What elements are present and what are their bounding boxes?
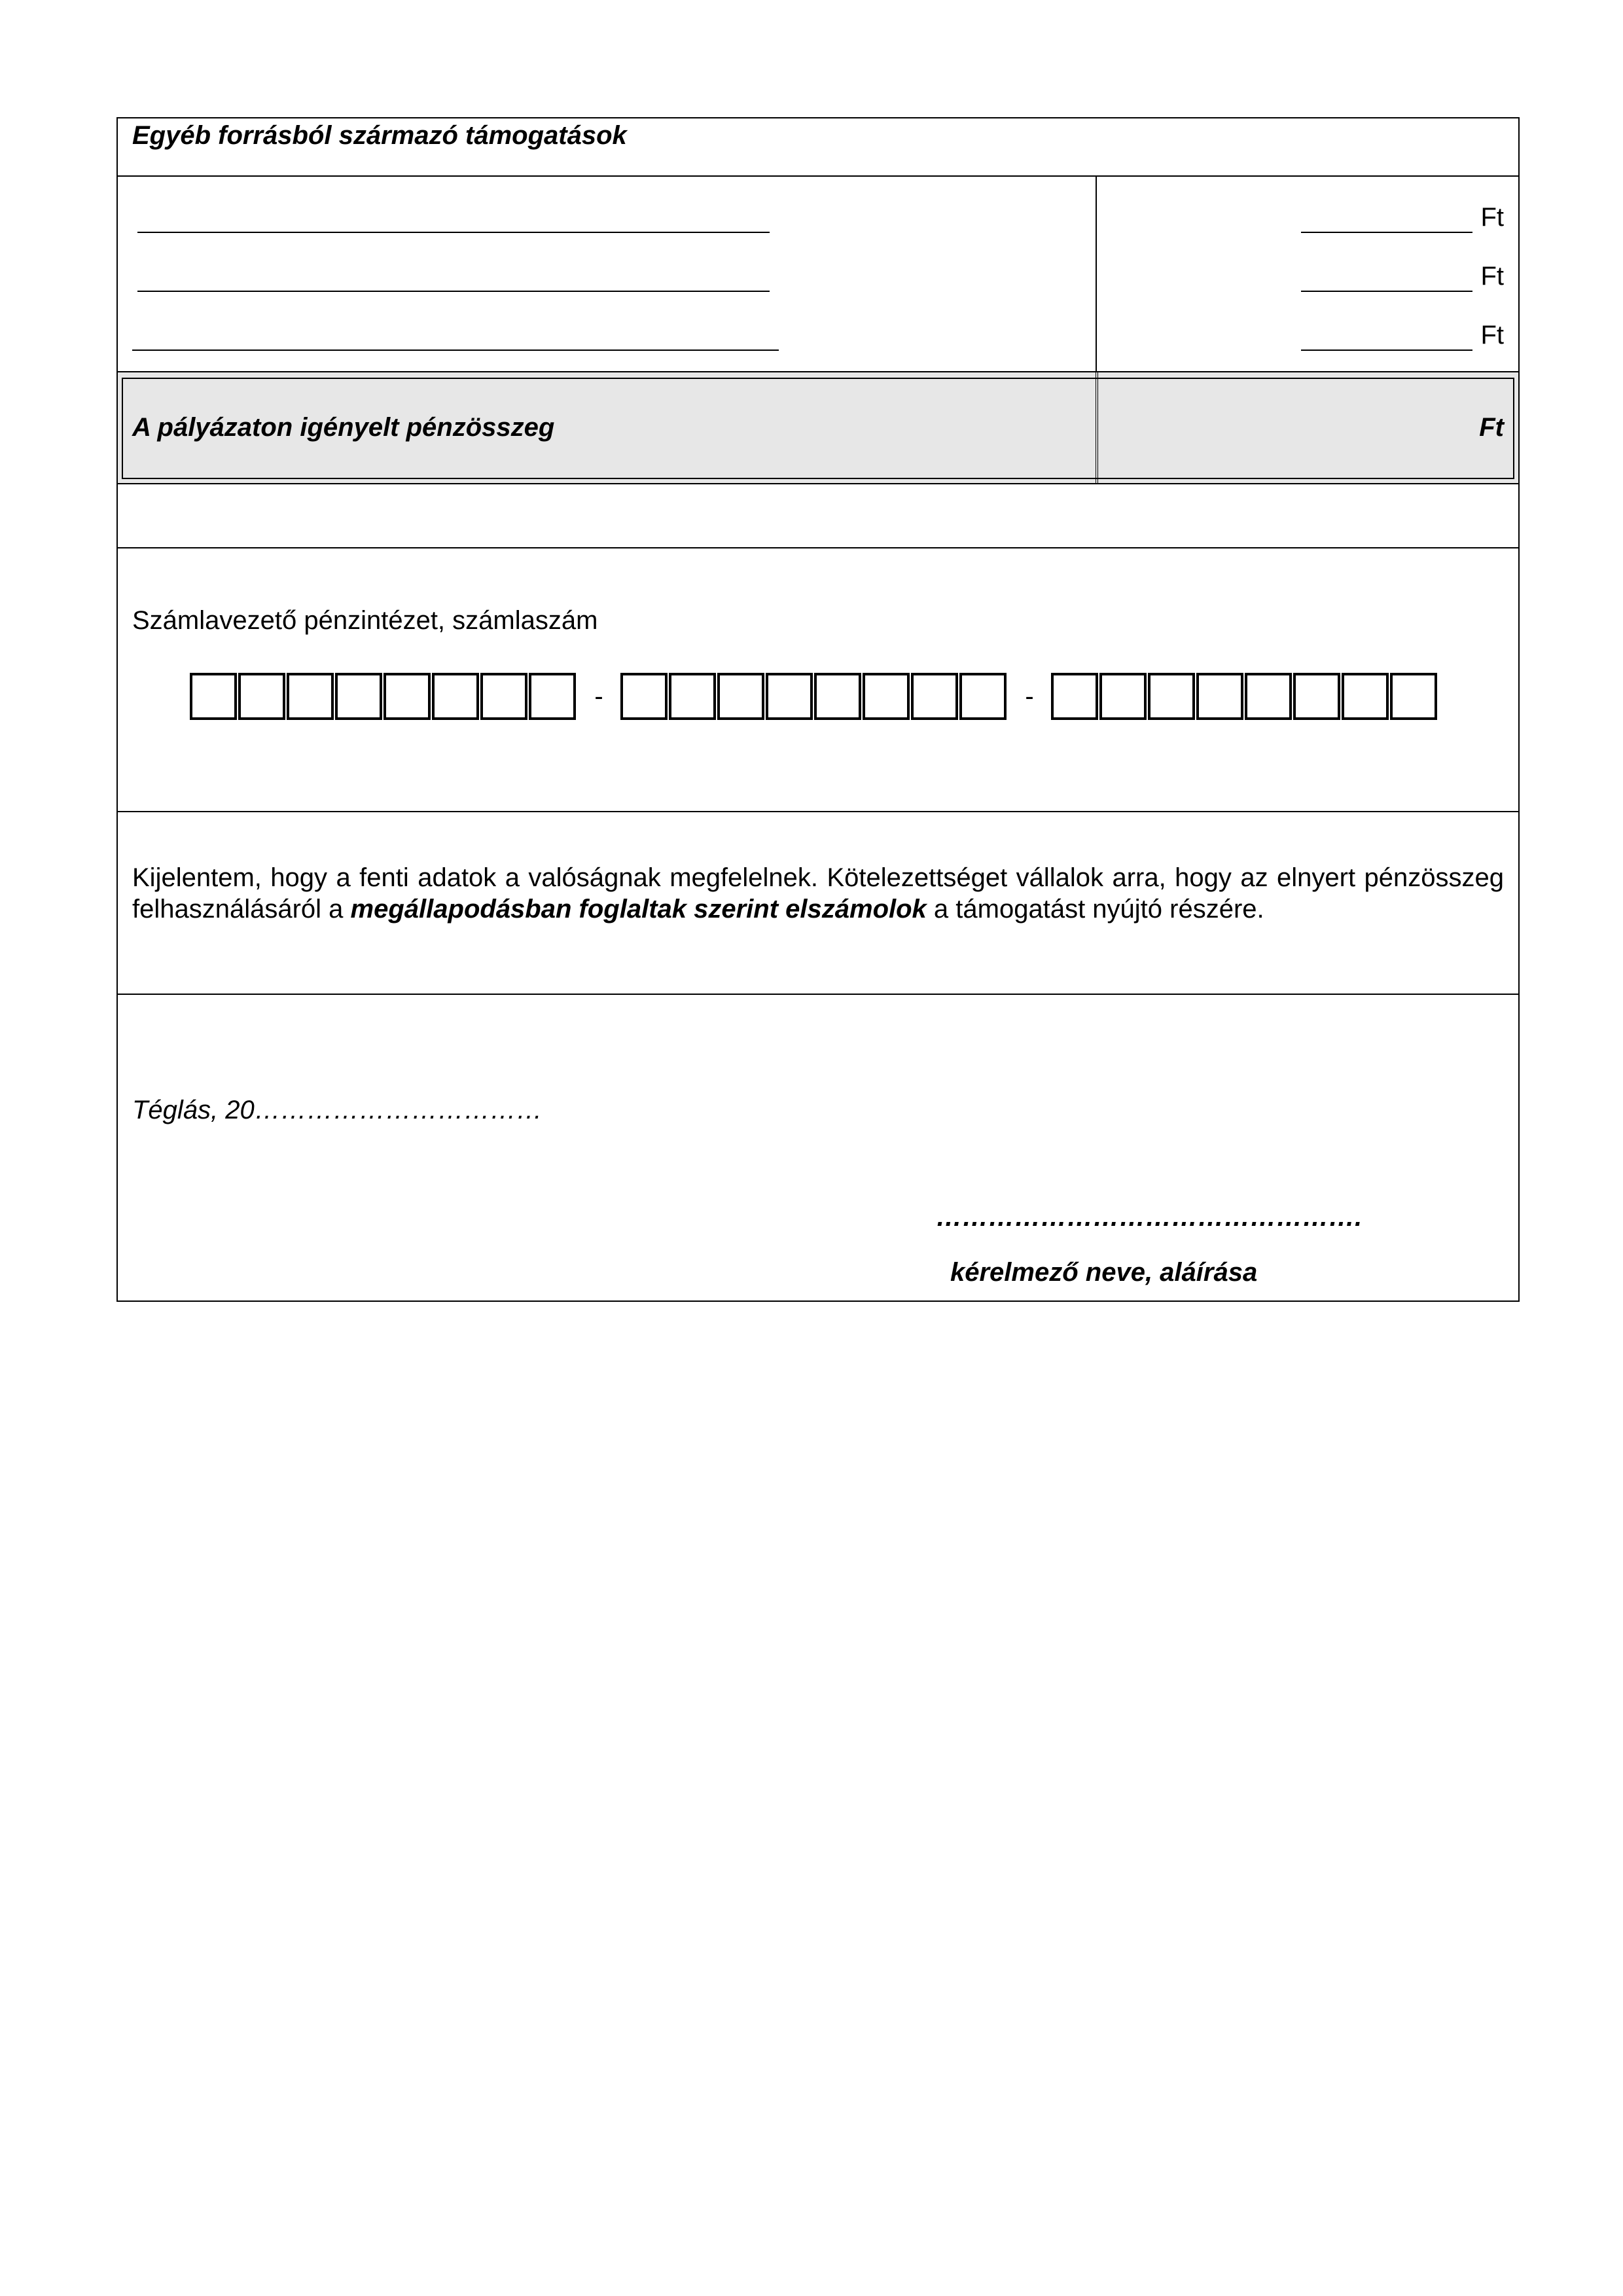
requested-amount-unit: Ft [1479, 413, 1504, 442]
application-form [116, 117, 1520, 1302]
account-digit-box[interactable] [190, 673, 237, 720]
declaration-row [116, 812, 1520, 995]
account-digit-box[interactable] [529, 673, 576, 720]
source-name-field-1[interactable] [137, 203, 770, 233]
account-digit-box[interactable] [1342, 673, 1389, 720]
amount-field-3[interactable] [1301, 321, 1472, 351]
amount-field-2[interactable] [1301, 262, 1472, 292]
account-digit-box[interactable] [717, 673, 764, 720]
account-digit-box[interactable] [238, 673, 285, 720]
requested-amount-label: A pályázaton igényelt pénzösszeg [132, 413, 555, 442]
account-separator: - [594, 682, 603, 711]
account-digit-box[interactable] [383, 673, 431, 720]
amount-unit-1: Ft [1480, 203, 1504, 232]
bank-account-row [116, 548, 1520, 812]
account-digit-box[interactable] [766, 673, 813, 720]
account-digit-box[interactable] [1148, 673, 1195, 720]
column-divider [1096, 177, 1097, 371]
account-digit-box[interactable] [959, 673, 1007, 720]
account-group-1 [190, 673, 577, 720]
place-date[interactable]: Téglás, 20…………………………… [132, 1096, 543, 1124]
signature-caption: kérelmező neve, aláírása [950, 1258, 1258, 1287]
section-title-row [116, 117, 1520, 177]
amount-unit-2: Ft [1480, 262, 1504, 291]
section-title: Egyéb forrásból származó támogatások [132, 121, 627, 150]
signature-line[interactable]: …………………………………………. [936, 1203, 1363, 1232]
account-digit-box[interactable] [620, 673, 668, 720]
declaration-text-end: a támogatást nyújtó részére. [926, 895, 1264, 924]
account-digit-box[interactable] [1293, 673, 1340, 720]
declaration-emphasis: megállapodásban foglaltak szerint elszámolok [350, 895, 927, 924]
requested-amount-row [116, 372, 1520, 484]
declaration-text-start: Kijelentem, hogy a fenti adatok a valóságnak megfelelnek. Kötelezettséget vállalok arra, hogy az elnyert pénzösszeg felhasználásáról a [132, 863, 1504, 924]
other-sources-lines [116, 177, 1520, 372]
account-digit-box[interactable] [480, 673, 527, 720]
account-digit-box[interactable] [1245, 673, 1292, 720]
amount-field-1[interactable] [1301, 203, 1472, 233]
source-name-field-3[interactable] [132, 321, 779, 351]
source-name-field-2[interactable] [137, 262, 770, 292]
account-digit-box[interactable] [1196, 673, 1243, 720]
account-digit-box[interactable] [1390, 673, 1437, 720]
amount-unit-3: Ft [1480, 321, 1504, 350]
account-number-boxes [190, 673, 1438, 720]
account-separator: - [1025, 682, 1034, 711]
account-digit-box[interactable] [863, 673, 910, 720]
bank-account-label: Számlavezető pénzintézet, számlaszám [132, 606, 598, 635]
account-digit-box[interactable] [335, 673, 382, 720]
account-digit-box[interactable] [432, 673, 479, 720]
declaration-text [132, 862, 1504, 925]
column-divider [1096, 372, 1098, 483]
account-digit-box[interactable] [1099, 673, 1147, 720]
account-group-2 [620, 673, 1008, 720]
signature-row [116, 995, 1520, 1302]
account-digit-box[interactable] [1051, 673, 1098, 720]
blank-row [116, 484, 1520, 548]
account-digit-box[interactable] [911, 673, 958, 720]
account-digit-box[interactable] [287, 673, 334, 720]
account-group-3 [1051, 673, 1438, 720]
account-digit-box[interactable] [814, 673, 861, 720]
account-digit-box[interactable] [669, 673, 716, 720]
